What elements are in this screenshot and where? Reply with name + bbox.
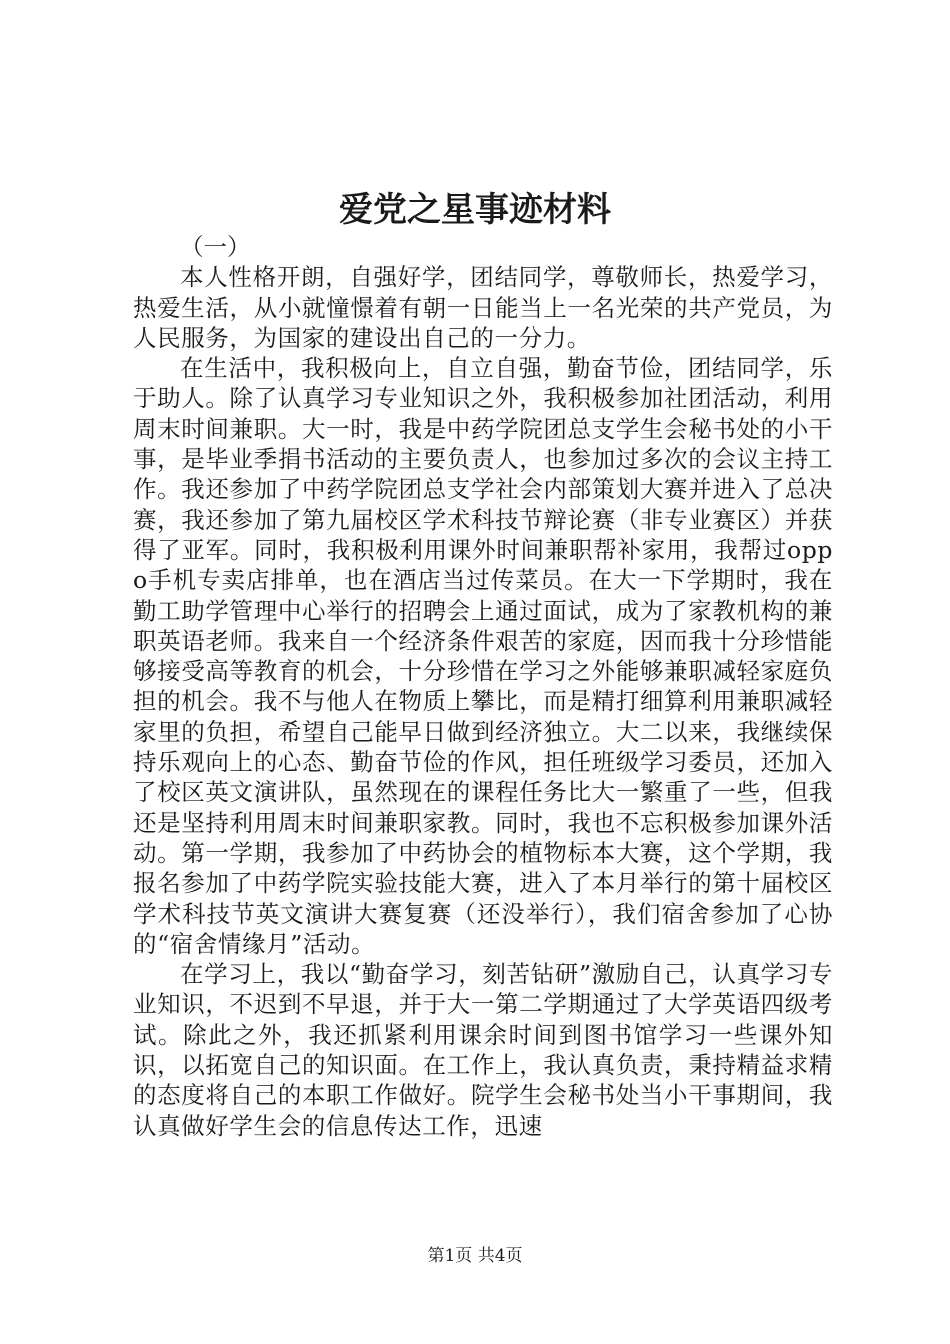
document-body bbox=[133, 232, 833, 1141]
paragraph-study-work: 在学习上，我以“勤奋学习，刻苦钻研”激励自己，认真学习专业知识，不迟到不早退，并于大一第二学期通过了大学英语四级考试。除此之外，我还抓紧利用课余时间到图书馆学习一些课外知识，以拓宽自己的知识面。在工作上，我认真负责，秉持精益求精的态度将自己的本职工作做好。院学生会秘书处当小干事期间，我认真做好学生会的信息传达工作，迅速 bbox=[133, 960, 833, 1140]
section-marker: （一） bbox=[180, 233, 251, 261]
document-title: 爱党之星事迹材料 bbox=[339, 190, 611, 230]
paragraph-life: 在生活中，我积极向上，自立自强，勤奋节俭，团结同学，乐于助人。除了认真学习专业知识之外，我积极参加社团活动，利用周末时间兼职。大一时，我是中药学院团总支学生会秘书处的小干事，是毕业季捐书活动的主要负责人，也参加过多次的会议主持工作。我还参加了中药学院团总支学社会内部策划大赛并进入了总决赛，我还参加了第九届校区学术科技节辩论赛（非专业赛区）并获得了亚军。同时，我积极利用课外时间兼职帮补家用，我帮过oppo手机专卖店排单，也在酒店当过传菜员。在大一下学期时，我在勤工助学管理中心举行的招聘会上通过面试，成为了家教机构的兼职英语老师。我来自一个经济条件艰苦的家庭，因而我十分珍惜能够接受高等教育的机会，十分珍惜在学习之外能够兼职减轻家庭负担的机会。我不与他人在物质上攀比，而是精打细算利用兼职减轻家里的负担，希望自己能早日做到经济独立。大二以来，我继续保持乐观向上的心态、勤奋节俭的作风，担任班级学习委员，还加入了校区英文演讲队，虽然现在的课程任务比大一繁重了一些，但我还是坚持利用周末时间兼职家教。同时，我也不忘积极参加课外活动。第一学期，我参加了中药协会的植物标本大赛，这个学期，我报名参加了中药学院实验技能大赛，进入了本月举行的第十届校区学术科技节英文演讲大赛复赛（还没举行），我们宿舍参加了心协的“宿舍情缘月”活动。 bbox=[133, 354, 833, 958]
paragraph-personality: 本人性格开朗，自强好学，团结同学，尊敬师长，热爱学习，热爱生活，从小就憧憬着有朝一日能当上一名光荣的共产党员，为人民服务，为国家的建设出自己的一分力。 bbox=[133, 263, 833, 352]
page-footer: 第1页 共4页 bbox=[427, 1246, 523, 1266]
